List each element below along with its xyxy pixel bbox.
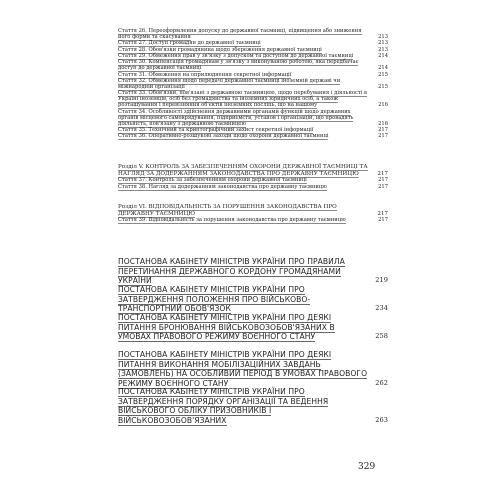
toc-entry-text: Стаття 34. Особливості здійснення державними органами функцій щодо державних органів місцевого самоврядування, підприємств, установ і організацій, що провадять діяльність, пов'язану з державною таємницею — [118, 108, 354, 127]
toc-entry-page: 217 — [378, 127, 388, 134]
toc-resolution-4 — [118, 350, 388, 389]
toc-entry — [118, 47, 388, 53]
resolution-title: ПОСТАНОВА КАБІНЕТУ МІНІСТРІВ УКРАЇНИ ПРО ПРАВИЛА ПЕРЕТИНАННЯ ДЕРЖАВНОГО КОРДОНУ ГРОМАДЯНАМИ УКРАЇНИ — [118, 257, 345, 286]
resolution-entry — [118, 285, 388, 314]
toc-entry-text: Стаття 31. Обмеження на оприлюднення секретної інформації — [118, 71, 292, 78]
toc-entry-text: Стаття 36. Оперативно-розшукові заходи щодо охорони державної таємниці — [118, 133, 329, 140]
toc-entry-page: 214 — [378, 65, 388, 72]
toc-entry-text: Стаття 30. Компенсація громадянам у зв'язку з виконуваною роботою, яка передбачає доступ до державної таємниці — [118, 59, 359, 72]
toc-entry — [118, 127, 388, 133]
toc-resolution-2 — [118, 285, 388, 314]
page-number: 329 — [358, 462, 376, 472]
toc-entry-page: 215 — [378, 71, 388, 78]
toc-entry-page: 217 — [378, 183, 388, 190]
toc-entry-page: 216 — [378, 102, 388, 109]
toc-entry-page: 217 — [378, 133, 388, 140]
toc-entry-text: Стаття 37. Контроль за забезпеченням охорони державної таємниці — [118, 177, 307, 184]
toc-entry — [118, 133, 388, 139]
toc-entry — [118, 78, 388, 90]
toc-resolution-5 — [118, 387, 388, 426]
toc-entry-page: 214 — [378, 52, 388, 59]
resolution-entry — [118, 313, 388, 342]
resolution-title: ПОСТАНОВА КАБІНЕТУ МІНІСТРІВ УКРАЇНИ ПРО ЗАТВЕРДЖЕННЯ ПОЛОЖЕННЯ ПРО ВІЙСЬКОВО-ТРАНСПОРТНИЙ ОБОВ'ЯЗОК — [118, 285, 311, 314]
resolution-page: 219 — [375, 276, 388, 285]
toc-entry — [118, 72, 388, 78]
toc-entry-text: Стаття 26. Переоформлення допуску до державної таємниці, підвищення або зниження його форми та скасування — [118, 28, 362, 41]
toc-entry — [118, 59, 388, 71]
section-heading-text: Розділ VI. ВІДПОВІДАЛЬНІСТЬ ЗА ПОРУШЕННЯ ЗАКОНОДАВСТВА ПРО ДЕРЖАВНУ ТАЄМНИЦЮ — [118, 204, 337, 217]
toc-entry-page: 216 — [378, 120, 388, 127]
resolution-entry — [118, 387, 388, 425]
toc-entry-text: Стаття 32. Обмеження щодо передачі державної таємниці іноземній державі чи міжнародній організації — [118, 77, 341, 90]
toc-entry — [118, 177, 388, 183]
section-heading — [118, 204, 388, 217]
resolution-page: 263 — [375, 415, 388, 424]
resolution-page: 262 — [375, 378, 388, 387]
toc-resolution-3 — [118, 313, 388, 342]
resolution-entry — [118, 257, 388, 286]
toc-entry — [118, 184, 388, 190]
toc-entry-page: 213 — [378, 40, 388, 47]
section-heading-page: 217 — [377, 210, 388, 217]
toc-articles-list — [118, 28, 388, 140]
toc-section-5 — [118, 164, 388, 190]
toc-resolution-1 — [118, 257, 388, 286]
toc-entry-text: Стаття 27. Доступ громадян до державної таємниці — [118, 40, 261, 47]
toc-entry — [118, 90, 388, 108]
resolution-title: ПОСТАНОВА КАБІНЕТУ МІНІСТРІВ УКРАЇНИ ПРО ДЕЯКІ ПИТАННЯ ВИКОНАННЯ МОБІЛІЗАЦІЙНИХ ЗАВДАНЬ (ЗАМОВЛЕНЬ) НА ОСОБЛИВИЙ ПЕРІОД В УМОВАХ ПРАВОВОГО РЕЖИМУ ВОЄННОГО СТАНУ — [118, 350, 368, 388]
resolution-entry — [118, 350, 388, 388]
toc-entry-page: 215 — [378, 83, 388, 90]
toc-entry-text: Стаття 35. Технічний та криптографічний захист секретної інформації — [118, 127, 314, 134]
resolution-page: 258 — [375, 332, 388, 341]
resolution-title: ПОСТАНОВА КАБІНЕТУ МІНІСТРІВ УКРАЇНИ ПРО ДЕЯКІ ПИТАННЯ БРОНЮВАННЯ ВІЙСЬКОВОЗОБОВ'ЯЗАНИХ В УМОВАХ ПРАВОВОГО РЕЖИМУ ВОЄННОГО СТАНУ — [118, 313, 335, 342]
toc-section-6 — [118, 204, 388, 224]
toc-entry-page: 217 — [378, 217, 388, 224]
toc-entry-page: 213 — [378, 34, 388, 41]
toc-entry — [118, 40, 388, 46]
toc-entry — [118, 217, 388, 223]
toc-entry-page: 217 — [378, 177, 388, 184]
section-heading-page: 217 — [377, 170, 388, 177]
toc-entry-text: Стаття 29. Обмеження прав у зв'язку з допуском та доступом до державної таємниці — [118, 52, 354, 59]
resolution-title: ПОСТАНОВА КАБІНЕТУ МІНІСТРІВ УКРАЇНИ ПРО ЗАТВЕРДЖЕННЯ ПОРЯДКУ ОРГАНІЗАЦІЇ ТА ВЕДЕННЯ ВІЙСЬКОВОГО ОБЛІКУ ПРИЗОВНИКІВ І ВІЙСЬКОВОЗОБОВ'ЯЗАНИХ — [118, 387, 329, 425]
section-heading-text: Розділ V. КОНТРОЛЬ ЗА ЗАБЕЗПЕЧЕННЯМ ОХОРОНИ ДЕРЖАВНОЇ ТАЄМНИЦІ ТА НАГЛЯД ЗА ДОДЕРЖАННЯМ ЗАКОНОДАВСТВА ПРО ДЕРЖАВНУ ТАЄМНИЦЮ — [118, 164, 368, 177]
toc-entry-page: 213 — [378, 46, 388, 53]
toc-entry-text: Стаття 38. Нагляд за додержанням законодавства про державну таємницю — [118, 183, 327, 190]
toc-entry — [118, 109, 388, 127]
toc-entry — [118, 28, 388, 40]
toc-entry-text: Стаття 33. Обов'язки, пов'язані з державною таємницею, щодо перебування і діяльності в Україні іноземців, осіб без громадянства та іноземних юридичних осіб, а також розташування і перевізняння об'єктів іноземних посліпь, що на нашому — [118, 90, 367, 109]
section-heading — [118, 164, 388, 177]
toc-entry-text: Стаття 28. Обов'язки громадянина щодо збереження державної таємниці — [118, 46, 322, 53]
resolution-page: 234 — [375, 304, 388, 313]
toc-entry-text: Стаття 39. Відповідальність за порушення законодавства про державну таємницю — [118, 217, 346, 224]
